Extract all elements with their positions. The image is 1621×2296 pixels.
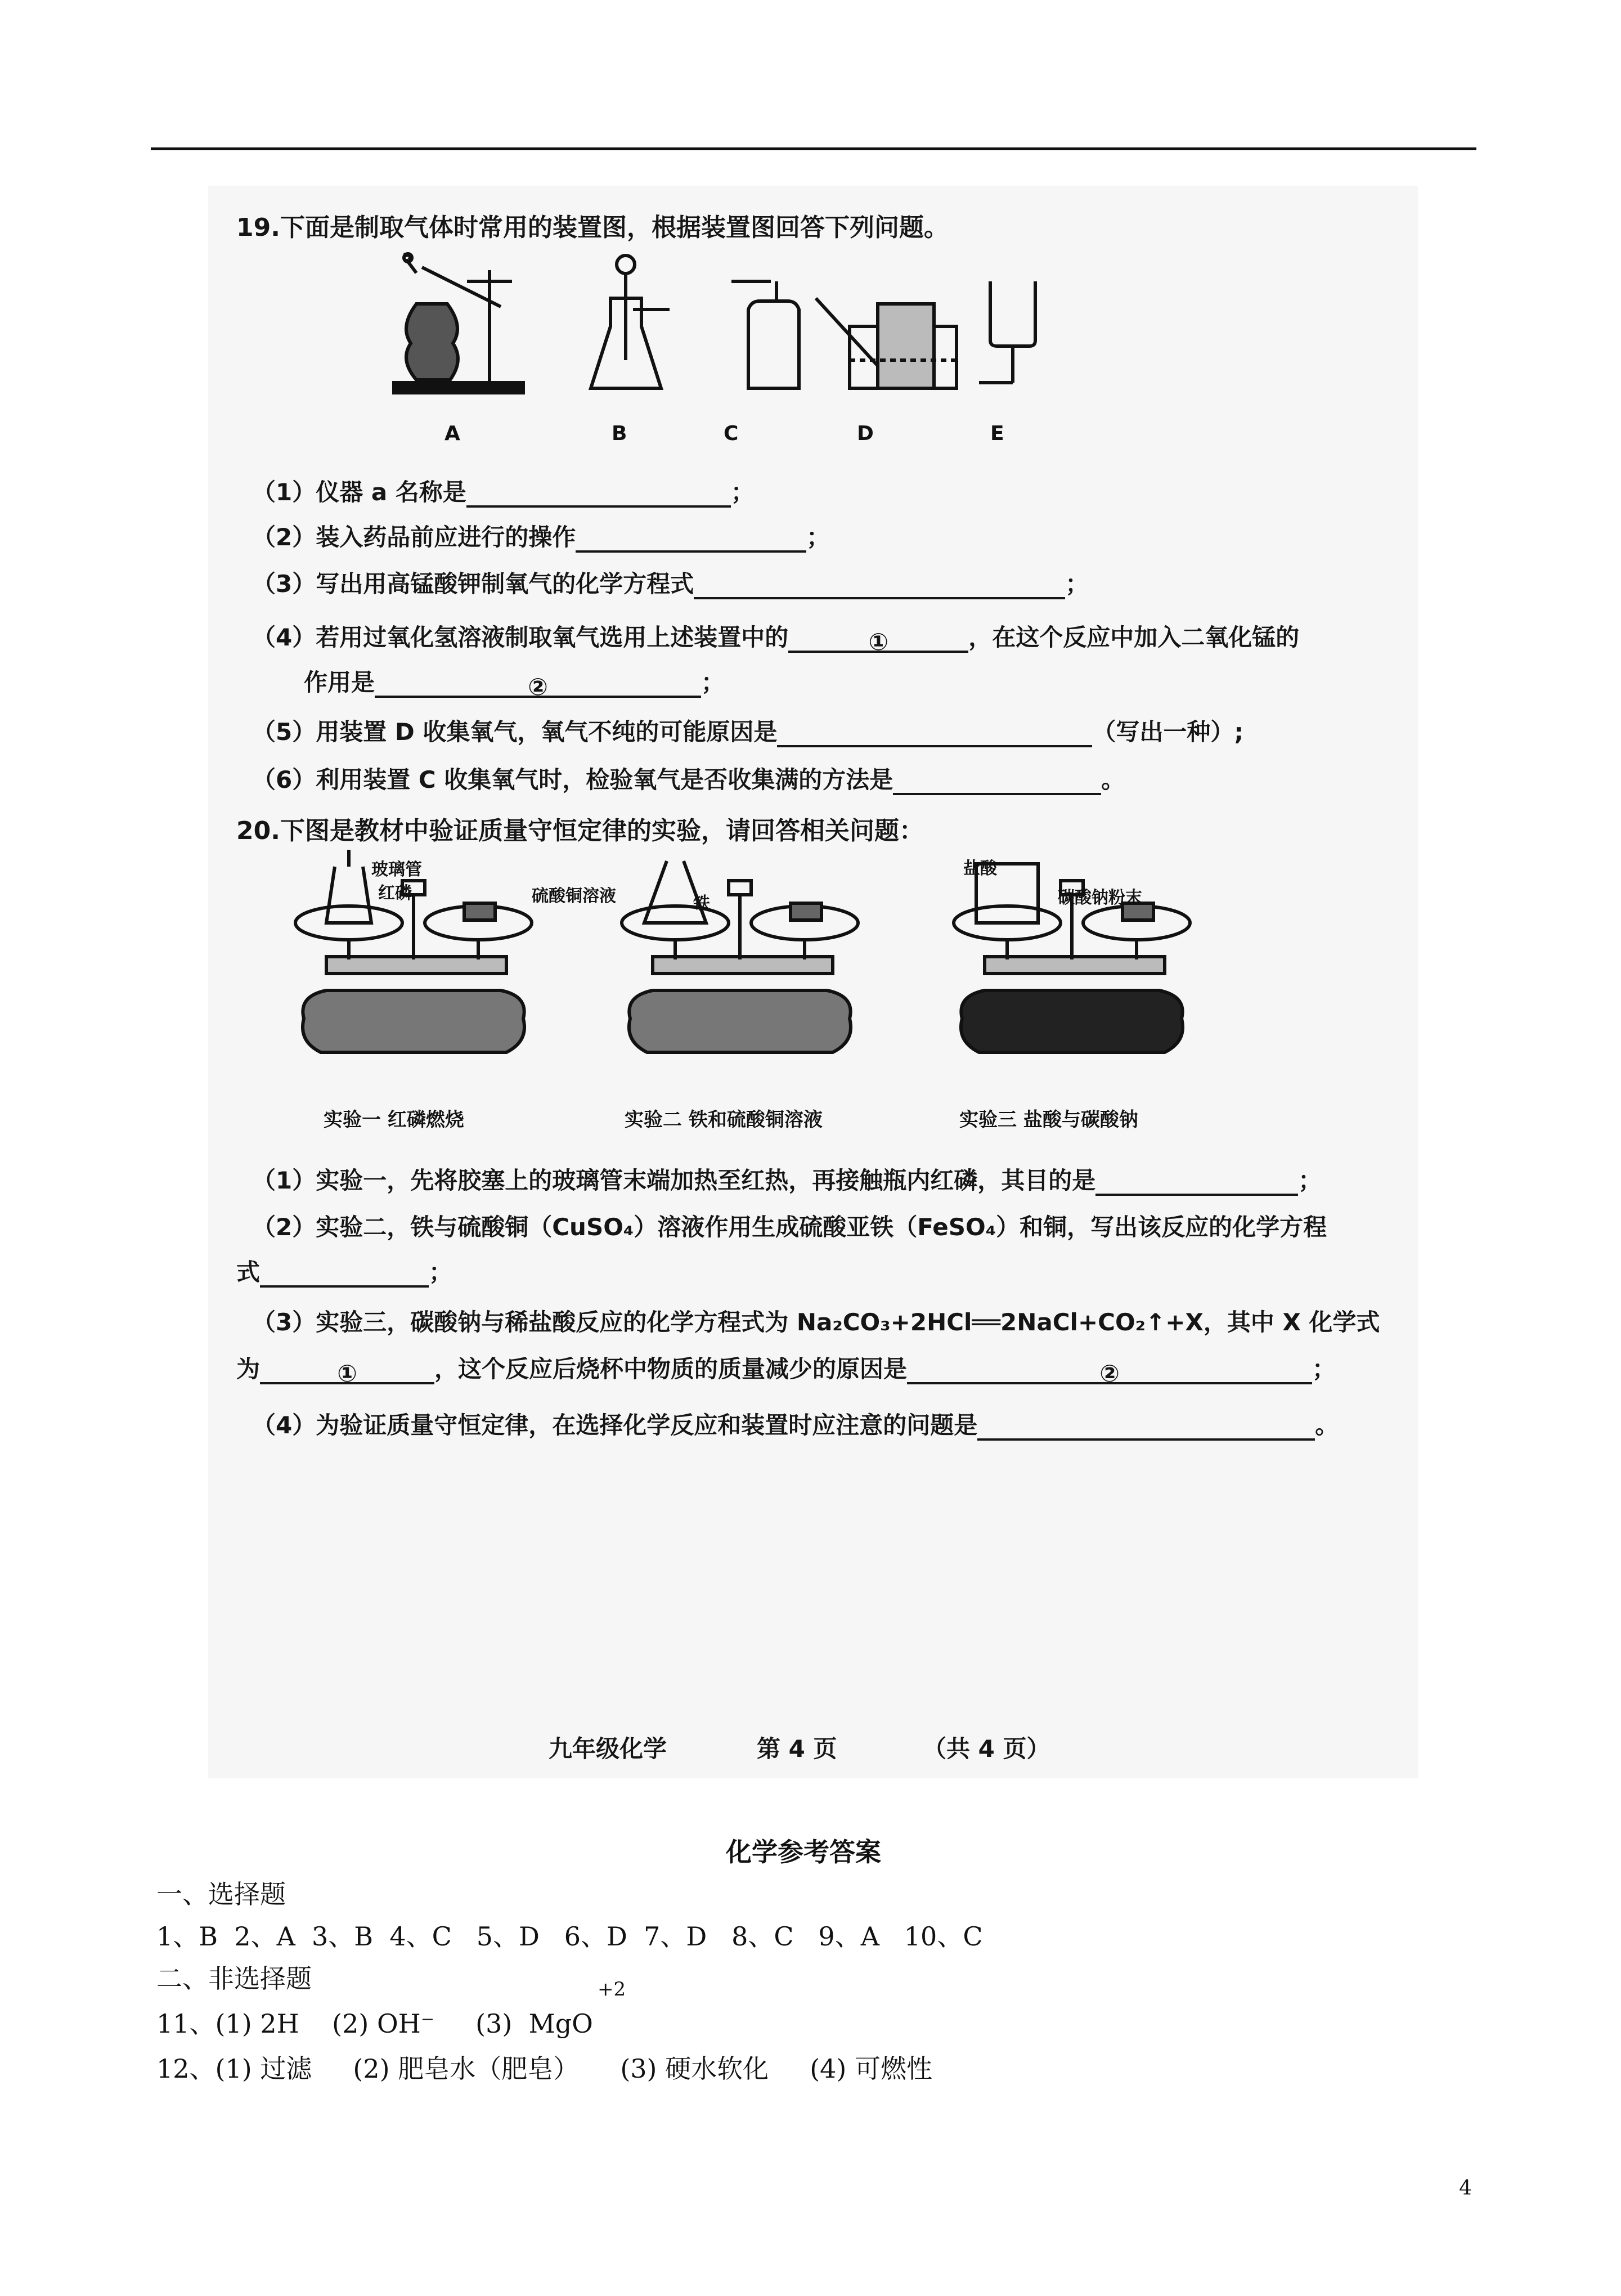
exp3-label-acid: 盐酸 — [963, 859, 997, 878]
answer-11: 11、(1) 2H (2) OH⁻ (3) MgO — [156, 2008, 593, 2039]
answer-blank-2[interactable]: ② — [907, 1360, 1312, 1384]
figure-label-c: C — [724, 422, 739, 445]
q20-item-2-cont: 式 ； — [236, 1254, 452, 1288]
q19-item-5: （5）用装置 D 收集氧气，氧气不纯的可能原因是 （写出一种）; — [252, 714, 1243, 747]
figure-label-d: D — [857, 422, 874, 445]
answers-section-2: 二、非选择题 — [156, 1963, 312, 1994]
answer-blank[interactable] — [576, 528, 806, 553]
answers-multiple-choice: 1、B 2、A 3、B 4、C 5、D 6、D 7、D 8、C 9、A 10、C — [156, 1921, 983, 1952]
q19-item-6: （6）利用装置 C 收集氧气时，检验氧气是否收集满的方法是 。 — [252, 761, 1125, 795]
exp2-caption: 实验二 铁和硫酸铜溶液 — [625, 1109, 823, 1131]
answer-blank[interactable] — [977, 1416, 1315, 1441]
figure-label-a: A — [444, 422, 460, 445]
answer-blank[interactable] — [694, 575, 1065, 599]
answer-blank-2[interactable]: ② — [375, 673, 701, 698]
answer-blank[interactable] — [893, 770, 1101, 795]
q19-title: 19.下面是制取气体时常用的装置图，根据装置图回答下列问题。 — [236, 213, 949, 242]
answer-blank-1[interactable]: ① — [788, 628, 968, 653]
apparatus-a-marker-label: a — [402, 248, 412, 264]
q19-item-4: （4）若用过氧化氢溶液制取氧气选用上述装置中的 ① ，在这个反应中加入二氧化锰的 — [252, 624, 1300, 656]
header-rule — [151, 147, 1476, 150]
answers-title: 化学参考答案 — [726, 1837, 881, 1867]
q19-item-2: （2）装入药品前应进行的操作 ； — [252, 519, 830, 553]
footer-total: （共 4 页） — [923, 1735, 1050, 1763]
figure-label-e: E — [990, 422, 1004, 445]
footer-page: 第 4 页 — [757, 1735, 837, 1763]
exp2-label-iron: 铁 — [693, 894, 710, 913]
exp1-caption: 实验一 红磷燃烧 — [324, 1109, 464, 1131]
footer-subject: 九年级化学 — [549, 1735, 667, 1763]
exp3-label-powder: 碳酸钠粉末 — [1058, 888, 1142, 908]
q19-item-4-cont: 作用是 ② ； — [304, 669, 725, 701]
answer-11-superscript: +2 — [598, 1978, 626, 2001]
q19-apparatus-figure — [383, 248, 1047, 405]
answer-blank[interactable] — [777, 723, 1092, 747]
q20-item-2: （2）实验二，铁与硫酸铜（CuSO₄）溶液作用生成硫酸亚铁（FeSO₄）和铜，写出该反应的化学方程 — [252, 1213, 1327, 1241]
q20-title: 20.下图是教材中验证质量守恒定律的实验，请回答相关问题： — [236, 817, 924, 845]
answer-blank[interactable] — [466, 483, 731, 508]
answer-blank-1[interactable]: ① — [260, 1360, 434, 1384]
q20-item-3-cont: 为 ① ，这个反应后烧杯中物质的质量减少的原因是 ② ； — [236, 1355, 1336, 1387]
q20-item-4: （4）为验证质量守恒定律，在选择化学反应和装置时应注意的问题是 。 — [252, 1407, 1339, 1441]
exp2-label-solution: 硫酸铜溶液 — [532, 886, 616, 906]
answer-blank[interactable] — [260, 1263, 429, 1288]
q20-item-1: （1）实验一，先将胶塞上的玻璃管末端加热至红热，再接触瓶内红磷，其目的是 ； — [252, 1162, 1322, 1196]
answer-12: 12、(1) 过滤 (2) 肥皂水（肥皂） (3) 硬水软化 (4) 可燃性 — [156, 2053, 932, 2084]
exp3-caption: 实验三 盐酸与碳酸钠 — [959, 1109, 1138, 1131]
answer-blank[interactable] — [1095, 1171, 1298, 1196]
answers-section-1: 一、选择题 — [156, 1879, 286, 1909]
q19-item-3: （3）写出用高锰酸钾制氧气的化学方程式 ； — [252, 566, 1089, 599]
exp1-label-phosphorus: 红磷 — [378, 884, 412, 903]
page-number: 4 — [1459, 2177, 1472, 2200]
q19-item-1: （1）仪器 a 名称是 ； — [252, 474, 755, 508]
exp1-label-tube: 玻璃管 — [371, 860, 422, 880]
q20-item-3: （3）实验三，碳酸钠与稀盐酸反应的化学方程式为 Na₂CO₃+2HCl══2NaCl+CO₂↑+X，其中 X 化学式 — [252, 1308, 1380, 1336]
figure-label-b: B — [612, 422, 627, 445]
